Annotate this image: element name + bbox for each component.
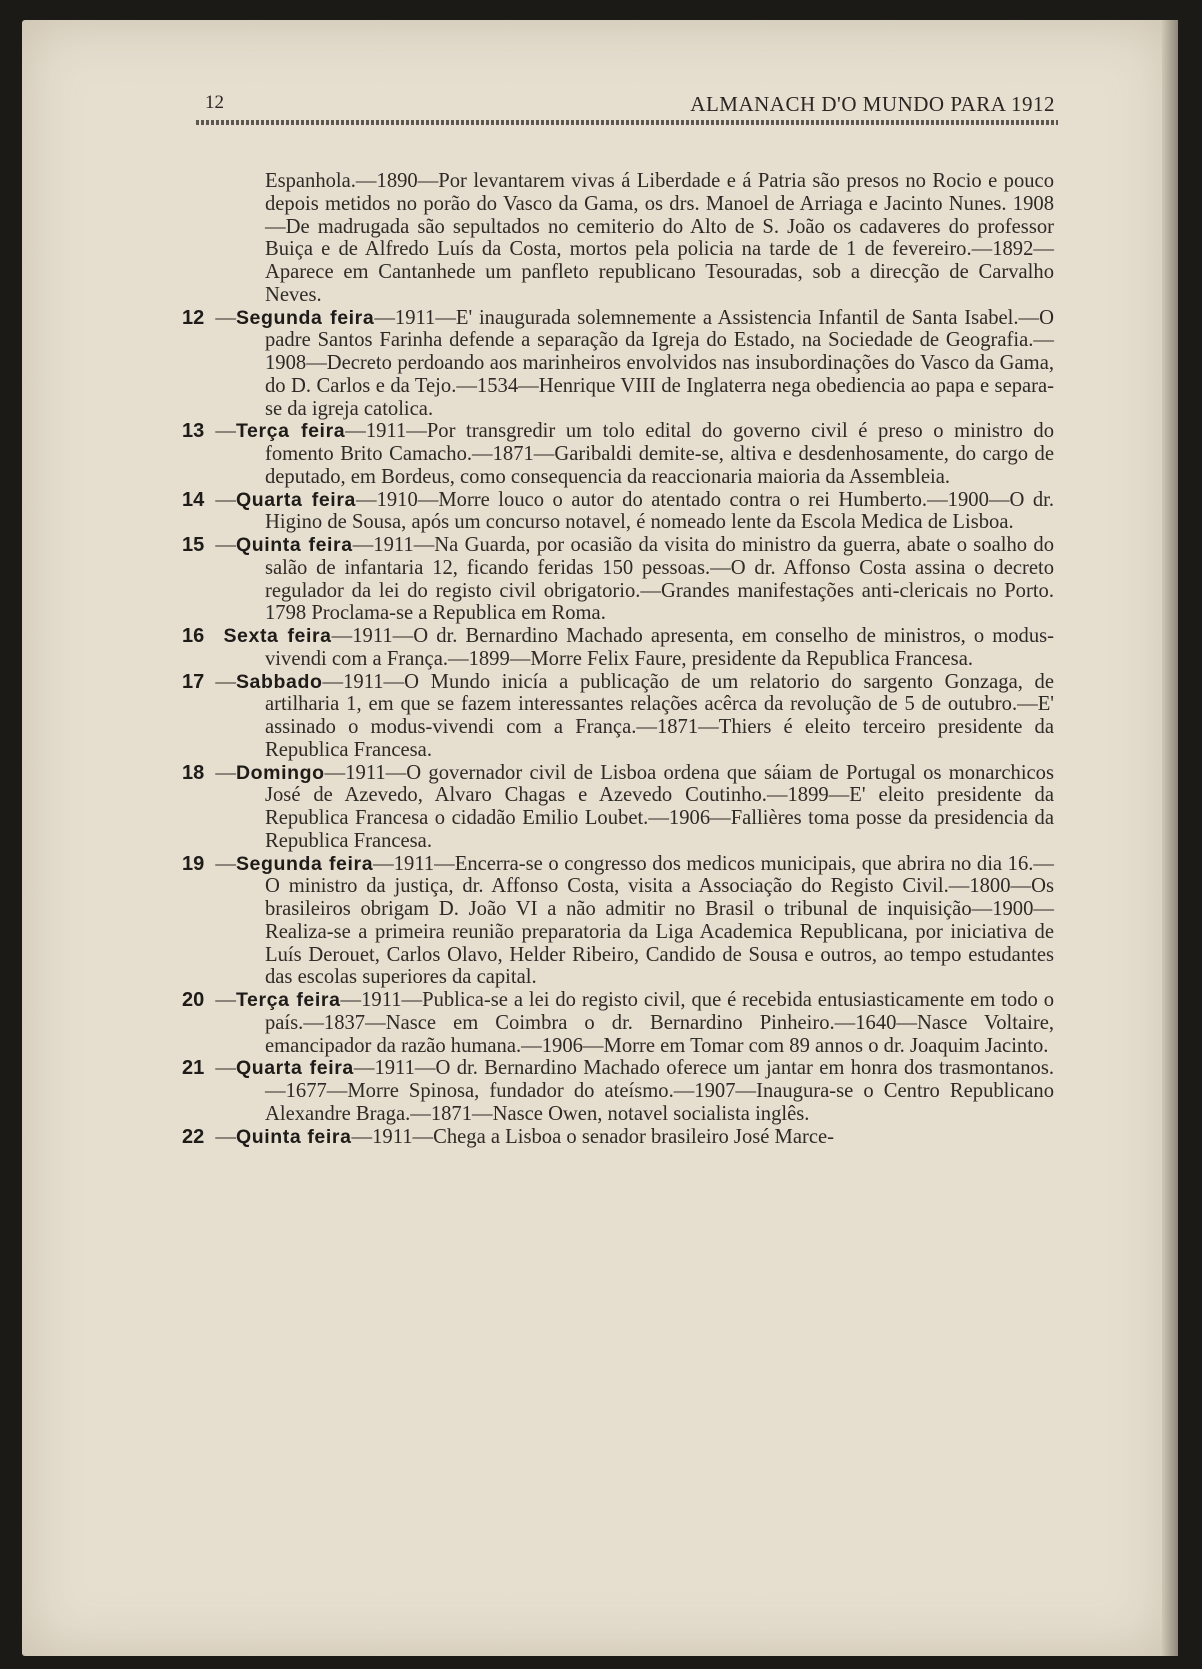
page-header [205,92,1055,118]
entry-22: 22 —Quinta feira—1911—Chega a Lisboa o senador brasileiro José Marce- [182,1125,834,1148]
entry-weekday: Terça feira [235,989,341,1011]
entry-text: 1911—O Mundo inicía a publicação de um relatorio do sargento Gonzaga, de artilharia 1, em que se fazem interessantes relações acêrca da revolução de 5 de outubro.—E' assinado o modus-vivendi com a França.—1871—Thiers é eleito terceiro presidente da Republica Francesa. [265,670,1054,761]
entry-day: 13 [182,420,205,443]
page-number: 12 [205,92,224,113]
entry-day: 22 [182,1125,205,1148]
almanac-text [182,170,1054,1148]
entry-weekday: Segunda feira [235,306,375,329]
entry-16: 16 Sexta feira—1911—O dr. Bernardino Machado apresenta, em conselho de ministros, o modus-vivendi com a França.—1899—Morre Felix Faure, presidente da Republica Francesa. [182,625,1054,670]
entry-text: 1911—Na Guarda, por ocasião da visita do ministro da guerra, abate o soalho do salão de infantaria 12, ficando feridas 150 pessoas.—O dr. Affonso Costa assina o decreto regulador da lei do registo civil obrigatorio.—Grandes manifestações anti-clericais no Porto. 1798 Proclama-se a Republica em Roma. [265,534,1054,625]
entry-17: 17 —Sabbado—1911—O Mundo inicía a publicação de um relatorio do sargento Gonzaga, de artilharia 1, em que se fazem interessantes relações acêrca da revolução de 5 de outubro.—E' assinado o modus-vivendi com a França.—1871—Thiers é eleito terceiro presidente da Republica Francesa. [182,670,1054,761]
entry-weekday: Terça feira [235,420,346,443]
entry-weekday: Sabbado [235,670,323,693]
entry-15: 15 —Quinta feira—1911—Na Guarda, por ocasião da visita do ministro da guerra, abate o soalho do salão de infantaria 12, ficando feridas 150 pessoas.—O dr. Affonso Costa assina o decreto regulador da lei do registo civil obrigatorio.—Grandes manifestações anti-clericais no Porto. 1798 Proclama-se a Republica em Roma. [182,534,1054,625]
entry-weekday: Quarta feira [235,488,356,511]
entry-20: 20 —Terça feira—1911—Publica-se a lei do registo civil, que é recebida entusiasticamente em todo o país.—1837—Nasce em Coimbra o dr. Bernardino Pinheiro.—1640—Nasce Voltaire, emancipador da razão humana.—1906—Morre em Tomar com 89 annos o dr. Joaquim Jacinto. [182,989,1054,1057]
entry-day: 17 [182,670,205,693]
entry-day: 21 [182,1057,205,1080]
entry-weekday: Quinta feira [235,1125,352,1148]
entry-text: 1911—Chega a Lisboa o senador brasileiro José Marce- [372,1125,834,1148]
entry-day: 12 [182,306,205,329]
running-title: ALMANACH D'O MUNDO PARA 1912 [690,92,1055,116]
page-edge [1162,20,1178,1656]
entry-19: 19 —Segunda feira—1911—Encerra-se o congresso dos medicos municipais, que abrira no dia 16.—O ministro da justiça, dr. Affonso Costa, visita a Associação do Registo Civil.—1800—Os brasileiros obrigam D. João VI a não admitir no Brasil o tribunal de inquisição—1900—Realiza-se a primeira reunião preparatoria da Liga Academica Republicana, por iniciativa de Luís Derouet, Carlos Olavo, Helder Ribeiro, Candido de Sousa e outros, ao tempo estudantes das escolas superiores da capital. [182,852,1054,989]
entry-text: 1911—O governador civil de Lisboa ordena que sáiam de Portugal os monarchicos José de Azevedo, Alvaro Chagas e Azevedo Coutinho.—1899—E' eleito presidente da Republica Francesa o cidadão Emilio Loubet.—1906—Fallières toma posse da presidencia da Republica Francesa. [265,761,1054,852]
entry-13: 13 —Terça feira—1911—Por transgredir um tolo edital do governo civil é preso o ministro do fomento Brito Camacho.—1871—Garibaldi demite-se, altiva e desdenhosamente, do cargo de deputado, em Bordeus, como consequencia da reaccionaria maioria da Assembleia. [182,420,1055,488]
entry-text: 1911—Publica-se a lei do registo civil, que é recebida entusiasticamente em todo o país.—1837—Nasce em Coimbra o dr. Bernardino Pinheiro.—1640—Nasce Voltaire, emancipador da razão humana.—1906—Morre em Tomar com 89 annos o dr. Joaquim Jacinto. [265,989,1054,1057]
entry-text: 1911—Encerra-se o congresso dos medicos municipais, que abrira no dia 16.—O ministro da justiça, dr. Affonso Costa, visita a Associação do Registo Civil.—1800—Os brasileiros obrigam D. João VI a não admitir no Brasil o tribunal de inquisição—1900—Realiza-se a primeira reunião preparatoria da Liga Academica Republicana, por iniciativa de Luís Derouet, Carlos Olavo, Helder Ribeiro, Candido de Sousa e outros, ao tempo estudantes das escolas superiores da capital. [265,852,1054,989]
intro-paragraph: Espanhola.—1890—Por levantarem vivas á Liberdade e á Patria são presos no Rocio e pouco depois metidos no porão do Vasco da Gama, os drs. Manoel de Arriaga e Jacinto Nunes. 1908—De madrugada são sepultados no cemiterio do Alto de S. João os cadaveres do professor Buiça e de Alfredo Luís da Costa, mortos pela policia na tarde de 1 de fevereiro.—1892—Aparece em Cantanhede um panfleto republicano Tesouradas, sob a direcção de Carvalho Neves. [265,170,1054,306]
entry-day: 20 [182,989,205,1011]
entry-day: 19 [182,852,205,875]
entry-weekday: Domingo [235,761,325,784]
entry-weekday: Quarta feira [235,1057,354,1080]
entry-day: 15 [182,534,205,556]
entry-weekday: Quinta feira [235,534,353,556]
entry-18: 18 —Domingo—1911—O governador civil de Lisboa ordena que sáiam de Portugal os monarchicos José de Azevedo, Alvaro Chagas e Azevedo Coutinho.—1899—E' eleito presidente da Republica Francesa o cidadão Emilio Loubet.—1906—Fallières toma posse da presidencia da Republica Francesa. [182,761,1054,852]
entry-21: 21 —Quarta feira—1911—O dr. Bernardino Machado oferece um jantar em honra dos trasmontanos.—1677—Morre Spinosa, fundador do ateísmo.—1907—Inaugura-se o Centro Republicano Alexandre Braga.—1871—Nasce Owen, notavel socialista inglês. [182,1057,1054,1125]
entry-weekday: Sexta feira [223,625,332,647]
entry-text: 1911—Por transgredir um tolo edital do governo civil é preso o ministro do fomento Brito Camacho.—1871—Garibaldi demite-se, altiva e desdenhosamente, do cargo de deputado, em Bordeus, como consequencia da reaccionaria maioria da Assembleia. [265,420,1055,488]
entry-14: 14 —Quarta feira—1910—Morre louco o autor do atentado contra o rei Humberto.—1900—O dr. Higino de Sousa, após um concurso notavel, é nomeado lente da Escola Medica de Lisboa. [182,488,1054,534]
entry-text: 1910—Morre louco o autor do atentado contra o rei Humberto.—1900—O dr. Higino de Sousa, após um concurso notavel, é nomeado lente da Escola Medica de Lisboa. [265,488,1054,534]
entry-day: 16 [182,625,205,647]
entry-day: 14 [182,488,205,511]
entry-12: 12 —Segunda feira—1911—E' inaugurada solemnemente a Assistencia Infantil de Santa Isabel.—O padre Santos Farinha defende a separação da Igreja do Estado, na Sociedade de Geografia.—1908—Decreto perdoando aos marinheiros envolvidos nas insubordinações do Vasco da Gama, do D. Carlos e da Tejo.—1534—Henrique VIII de Inglaterra nega obediencia ao papa e separa-se da igreja catolica. [182,306,1055,420]
entry-text: 1911—O dr. Bernardino Machado apresenta, em conselho de ministros, o modus-vivendi com a França.—1899—Morre Felix Faure, presidente da Republica Francesa. [265,625,1054,670]
entry-weekday: Segunda feira [235,852,374,875]
entry-text: 1911—E' inaugurada solemnemente a Assistencia Infantil de Santa Isabel.—O padre Santos Farinha defende a separação da Igreja do Estado, na Sociedade de Geografia.—1908—Decreto perdoando aos marinheiros envolvidos nas insubordinações do Vasco da Gama, do D. Carlos e da Tejo.—1534—Henrique VIII de Inglaterra nega obediencia ao papa e separa-se da igreja catolica. [265,306,1055,420]
entry-day: 18 [182,761,205,784]
entry-text: 1911—O dr. Bernardino Machado oferece um jantar em honra dos trasmontanos.—1677—Morre Spinosa, fundador do ateísmo.—1907—Inaugura-se o Centro Republicano Alexandre Braga.—1871—Nasce Owen, notavel socialista inglês. [265,1057,1054,1125]
header-rule [196,120,1058,125]
